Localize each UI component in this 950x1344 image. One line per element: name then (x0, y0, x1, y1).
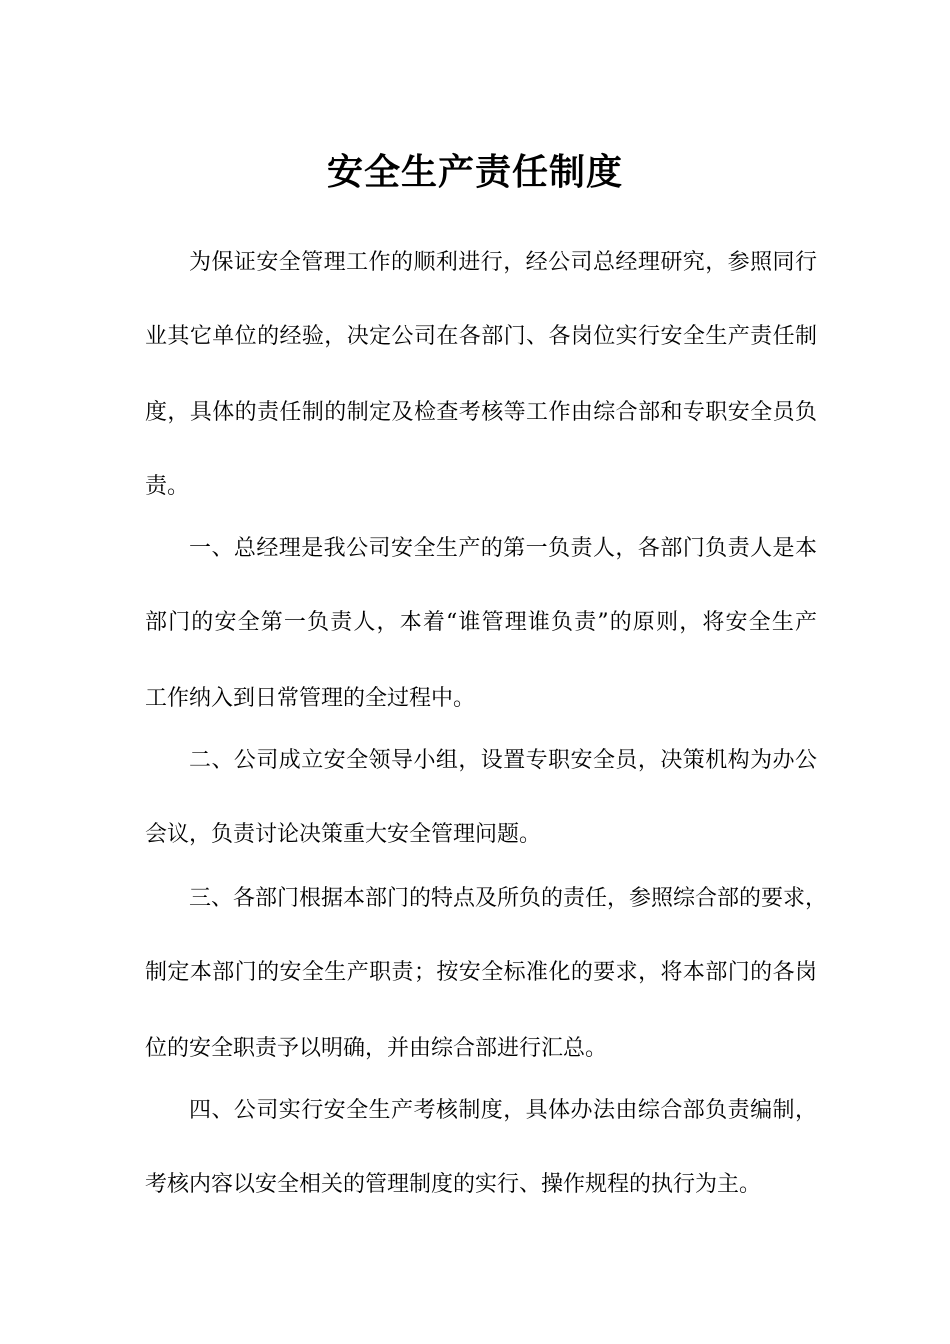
paragraph-line: 会议，负责讨论决策重大安全管理问题。 (145, 822, 542, 847)
document-title: 安全生产责任制度 (326, 151, 623, 193)
paragraph-line: 度，具体的责任制的制定及检查考核等工作由综合部和专职安全员负 (145, 400, 817, 425)
paragraph-line: 位的安全职责予以明确，并由综合部进行汇总。 (145, 1036, 608, 1061)
paragraph-line: 为保证安全管理工作的顺利进行，经公司总经理研究，参照同行 (189, 250, 817, 275)
paragraph-line: 部门的安全第一负责人，本着“谁管理谁负责”的原则，将安全生产 (145, 610, 817, 635)
paragraph-line: 三、各部门根据本部门的特点及所负的责任，参照综合部的要求， (189, 886, 828, 911)
paragraph-line: 考核内容以安全相关的管理制度的实行、操作规程的执行为主。 (145, 1172, 762, 1197)
paragraph-line: 制定本部门的安全生产职责；按安全标准化的要求，将本部门的各岗 (145, 960, 817, 985)
paragraph-line: 工作纳入到日常管理的全过程中。 (145, 686, 476, 711)
paragraph-line: 一、总经理是我公司安全生产的第一负责人，各部门负责人是本 (189, 536, 817, 561)
paragraph-line: 业其它单位的经验，决定公司在各部门、各岗位实行安全生产责任制 (145, 324, 817, 349)
paragraph-line: 四、公司实行安全生产考核制度，具体办法由综合部负责编制， (189, 1098, 817, 1123)
paragraph-line: 责。 (145, 474, 190, 499)
paragraph-line: 二、公司成立安全领导小组，设置专职安全员，决策机构为办公 (189, 748, 817, 773)
